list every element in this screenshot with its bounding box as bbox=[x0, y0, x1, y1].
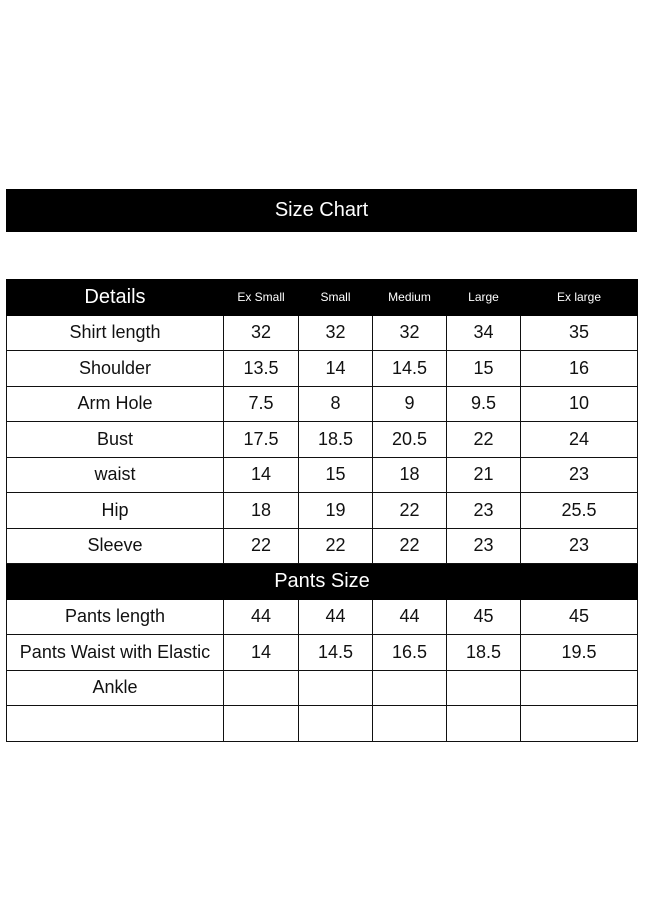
header-size-small: Small bbox=[299, 280, 373, 316]
table-row bbox=[7, 386, 638, 422]
cell-value: 24 bbox=[521, 422, 638, 458]
cell-value: 34 bbox=[447, 315, 521, 351]
cell-value: 13.5 bbox=[224, 351, 299, 387]
cell-value: 18.5 bbox=[447, 635, 521, 671]
row-label: Sleeve bbox=[7, 528, 224, 564]
cell-value: 45 bbox=[447, 599, 521, 635]
cell-value: 18 bbox=[224, 493, 299, 529]
cell-value bbox=[521, 670, 638, 706]
cell-value: 23 bbox=[521, 528, 638, 564]
header-size-medium: Medium bbox=[373, 280, 447, 316]
cell-value: 22 bbox=[373, 528, 447, 564]
cell-value: 22 bbox=[224, 528, 299, 564]
cell-value: 44 bbox=[224, 599, 299, 635]
cell-value: 14.5 bbox=[299, 635, 373, 671]
cell-value bbox=[299, 706, 373, 742]
table-row bbox=[7, 599, 638, 635]
cell-value: 19.5 bbox=[521, 635, 638, 671]
header-size-ex-large: Ex large bbox=[521, 280, 638, 316]
table-row bbox=[7, 351, 638, 387]
cell-value: 22 bbox=[373, 493, 447, 529]
cell-value: 32 bbox=[373, 315, 447, 351]
table-row bbox=[7, 493, 638, 529]
table-row bbox=[7, 422, 638, 458]
cell-value: 35 bbox=[521, 315, 638, 351]
cell-value: 23 bbox=[447, 528, 521, 564]
cell-value: 23 bbox=[447, 493, 521, 529]
cell-value: 19 bbox=[299, 493, 373, 529]
table-row bbox=[7, 315, 638, 351]
cell-value: 44 bbox=[373, 599, 447, 635]
row-label: Shirt length bbox=[7, 315, 224, 351]
row-label: Pants Waist with Elastic bbox=[7, 635, 224, 671]
cell-value: 14 bbox=[224, 457, 299, 493]
pants-section-title: Pants Size bbox=[7, 564, 638, 600]
cell-value: 20.5 bbox=[373, 422, 447, 458]
header-size-ex-small: Ex Small bbox=[224, 280, 299, 316]
cell-value: 14.5 bbox=[373, 351, 447, 387]
cell-value: 18.5 bbox=[299, 422, 373, 458]
cell-value bbox=[224, 706, 299, 742]
row-label: waist bbox=[7, 457, 224, 493]
row-label: Hip bbox=[7, 493, 224, 529]
row-label: Shoulder bbox=[7, 351, 224, 387]
cell-value bbox=[299, 670, 373, 706]
cell-value: 9 bbox=[373, 386, 447, 422]
header-details: Details bbox=[7, 280, 224, 316]
cell-value: 25.5 bbox=[521, 493, 638, 529]
row-label: Ankle bbox=[7, 670, 224, 706]
row-label: Bust bbox=[7, 422, 224, 458]
cell-value: 16 bbox=[521, 351, 638, 387]
size-table bbox=[6, 279, 638, 742]
pants-section-header bbox=[7, 564, 638, 600]
cell-value: 16.5 bbox=[373, 635, 447, 671]
cell-value bbox=[447, 670, 521, 706]
cell-value bbox=[373, 670, 447, 706]
cell-value: 23 bbox=[521, 457, 638, 493]
cell-value: 15 bbox=[299, 457, 373, 493]
cell-value bbox=[373, 706, 447, 742]
cell-value: 32 bbox=[299, 315, 373, 351]
cell-value bbox=[521, 706, 638, 742]
size-chart-title: Size Chart bbox=[6, 189, 637, 232]
table-row bbox=[7, 528, 638, 564]
cell-value: 7.5 bbox=[224, 386, 299, 422]
row-label: Pants length bbox=[7, 599, 224, 635]
header-row bbox=[7, 280, 638, 316]
cell-value: 32 bbox=[224, 315, 299, 351]
row-label bbox=[7, 706, 224, 742]
cell-value: 8 bbox=[299, 386, 373, 422]
cell-value: 45 bbox=[521, 599, 638, 635]
row-label: Arm Hole bbox=[7, 386, 224, 422]
table-row bbox=[7, 670, 638, 706]
cell-value: 22 bbox=[299, 528, 373, 564]
header-size-large: Large bbox=[447, 280, 521, 316]
cell-value: 17.5 bbox=[224, 422, 299, 458]
cell-value: 44 bbox=[299, 599, 373, 635]
cell-value: 15 bbox=[447, 351, 521, 387]
cell-value bbox=[447, 706, 521, 742]
cell-value: 14 bbox=[224, 635, 299, 671]
table-row bbox=[7, 635, 638, 671]
table-row bbox=[7, 457, 638, 493]
cell-value: 21 bbox=[447, 457, 521, 493]
cell-value: 10 bbox=[521, 386, 638, 422]
table-row bbox=[7, 706, 638, 742]
cell-value: 22 bbox=[447, 422, 521, 458]
cell-value: 18 bbox=[373, 457, 447, 493]
cell-value bbox=[224, 670, 299, 706]
cell-value: 9.5 bbox=[447, 386, 521, 422]
cell-value: 14 bbox=[299, 351, 373, 387]
